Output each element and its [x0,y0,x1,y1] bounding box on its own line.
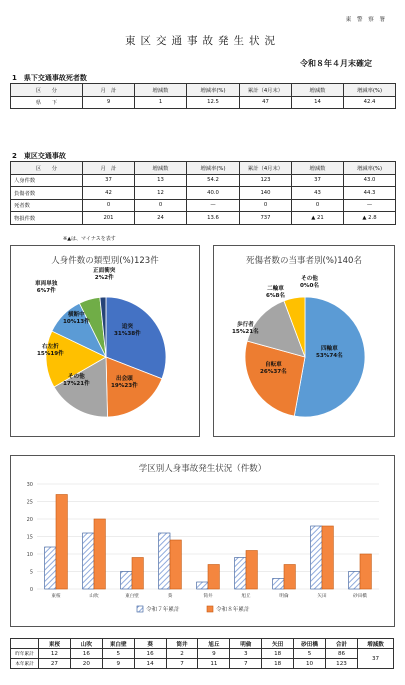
col-header: 増減数 [358,639,394,649]
table-cell: 42.4 [344,96,396,109]
table-cell: 12 [135,187,187,200]
table-cell: 27 [39,659,71,669]
pie-label: 歩行者 15%21名 [232,322,259,335]
table-cell: 11 [198,659,230,669]
bar-r8-山吹 [94,519,105,589]
table-cell: 24 [135,212,187,225]
pie-label: 二輪車 6%8名 [266,286,285,299]
y-tick-label: 0 [29,586,33,593]
table-cell: 0 [83,199,135,212]
col-header: 増減数 [135,162,187,175]
table-cell: 54.2 [187,174,240,187]
x-tick-label: 葵 [167,594,173,599]
y-tick-label: 15 [26,534,33,541]
pie-label: 追突 31%38件 [114,324,141,337]
casualty-party-pie-panel [213,245,395,437]
table-cell: 14 [134,659,166,669]
corner-cell [11,639,39,649]
row-label: 負傷者数 [11,187,83,200]
col-header: 累計（4月末） [240,162,292,175]
pie-label: その他 17%21件 [63,374,90,387]
accident-type-pie-panel [10,245,200,437]
col-header: 区 分 [11,162,83,175]
bar-r8-砂田橋 [360,554,371,589]
table-cell: 16 [134,649,166,659]
row-label: 本年累計 [11,659,39,669]
as-of-date: 令和８年４月末確定 [300,59,372,68]
bar-r7-砂田橋 [349,572,360,590]
table-cell: 18 [262,659,294,669]
bar-r7-明倫 [273,579,284,590]
col-header: 山吹 [70,639,102,649]
table-cell: 9 [198,649,230,659]
col-header: 増減率(%) [344,162,396,175]
pie-label: 車両単独 6%7件 [35,281,58,294]
col-header: 増減率(%) [187,162,240,175]
bar-r8-旭丘 [246,551,257,590]
table-row [11,659,394,669]
prefecture-fatality-table [10,83,396,109]
bar-r7-山吹 [83,533,94,589]
col-header: 月 計 [83,162,135,175]
bar-r8-葵 [170,540,181,589]
table-cell: 18 [262,649,294,659]
table-header-row [11,639,394,649]
row-label: 昨年累計 [11,649,39,659]
col-header: 旭丘 [198,639,230,649]
row-label: 人身件数 [11,174,83,187]
section1-heading: 1 県下交通事故死者数 [12,74,87,82]
minus-note: ※▲は、マイナスを表す [63,236,116,242]
table-cell: 0 [135,199,187,212]
table-cell: 9 [83,96,135,109]
pie-label: その他 0%0名 [300,276,319,289]
table-cell: 3 [230,649,262,659]
x-tick-label: 東白壁 [125,594,139,599]
table-cell: 5 [102,649,134,659]
col-header: 矢田 [262,639,294,649]
col-header: 東桜 [39,639,71,649]
table-cell: 43 [292,187,344,200]
table-cell: 0 [240,199,292,212]
table-cell: 37 [83,174,135,187]
table-cell: — [187,199,240,212]
pie-label: 出会頭 19%23件 [111,376,138,389]
table-header-row [11,84,396,97]
x-tick-label: 東桜 [51,594,61,599]
bar-r8-矢田 [322,526,333,589]
legend-label: 令和８年累計 [216,607,250,613]
y-tick-label: 5 [29,569,33,576]
bar-r7-東白壁 [121,572,132,590]
col-header: 砂田橋 [294,639,326,649]
table-cell: 86 [326,649,358,659]
col-header: 月 計 [83,84,135,97]
bar-r7-筒井 [197,582,208,589]
bar-r8-東白壁 [132,558,143,590]
table-cell: 13.6 [187,212,240,225]
col-header: 明倫 [230,639,262,649]
police-station-name: 東 警 察 署 [345,17,387,23]
pie-label: 横断中 10%13件 [63,312,90,325]
table-cell: 12 [39,649,71,659]
district-bar-chart [11,456,396,628]
table-cell: 1 [135,96,187,109]
page-title: 東区交通事故発生状況 [125,35,280,47]
bar-chart-title: 学区別人身事故発生状況（件数） [138,464,267,474]
col-header: 増減数 [292,162,344,175]
col-header: 区 分 [11,84,83,97]
table-cell: 37 [292,174,344,187]
diff-cell: 37 [358,649,394,669]
row-label: 県 下 [11,96,83,109]
x-tick-label: 旭丘 [241,594,251,599]
table-cell: 2 [166,649,198,659]
table-cell: — [344,199,396,212]
table-row [11,174,396,187]
y-tick-label: 30 [26,481,33,488]
table-cell: 16 [70,649,102,659]
x-tick-label: 砂田橋 [353,594,367,599]
table-cell: 140 [240,187,292,200]
pie2-title: 死傷者数の当事者別(%)140名 [246,256,362,266]
table-cell: 47 [240,96,292,109]
col-header: 合計 [326,639,358,649]
legend-swatch [137,606,143,612]
col-header: 増減数 [135,84,187,97]
row-label: 死者数 [11,199,83,212]
table-header-row [11,162,396,175]
row-label: 物損件数 [11,212,83,225]
table-cell: 123 [240,174,292,187]
table-cell: 12.5 [187,96,240,109]
col-header: 葵 [134,639,166,649]
legend-label: 令和７年累計 [146,607,180,613]
table-row [11,96,396,109]
table-cell: ▲ 2.8 [344,212,396,225]
table-cell: 10 [294,659,326,669]
y-tick-label: 10 [26,551,33,558]
bar-r7-東桜 [45,547,56,589]
pie-label: 正面衝突 2%2件 [93,268,116,281]
x-tick-label: 山吹 [89,594,99,599]
table-cell: 7 [166,659,198,669]
pie-label: 四輪車 53%74名 [316,346,343,359]
col-header: 筒井 [166,639,198,649]
col-header: 増減率(%) [344,84,396,97]
col-header: 増減率(%) [187,84,240,97]
x-tick-label: 矢田 [317,594,327,599]
table-cell: 5 [294,649,326,659]
bar-r8-明倫 [284,565,295,590]
col-header: 累計（4月末） [240,84,292,97]
table-cell: 42 [83,187,135,200]
table-row [11,187,396,200]
table-cell: 44.3 [344,187,396,200]
east-ward-accident-table [10,161,396,225]
bar-r8-筒井 [208,565,219,590]
bar-r8-東桜 [56,495,67,590]
table-cell: 7 [230,659,262,669]
casualty-party-pie-chart [214,246,396,438]
x-tick-label: 明倫 [279,594,289,599]
table-cell: ▲ 21 [292,212,344,225]
table-cell: 123 [326,659,358,669]
table-row [11,649,394,659]
y-tick-label: 25 [26,499,33,506]
table-cell: 201 [83,212,135,225]
table-cell: 43.0 [344,174,396,187]
bar-r7-矢田 [311,526,322,589]
table-cell: 0 [292,199,344,212]
table-cell: 9 [102,659,134,669]
x-tick-label: 筒井 [203,594,213,599]
table-cell: 14 [292,96,344,109]
district-totals-table [10,638,394,669]
table-cell: 20 [70,659,102,669]
pie-label: 自転車 26%37名 [260,362,287,375]
section2-heading: 2 東区交通事故 [12,152,66,160]
table-row [11,199,396,212]
y-tick-label: 20 [26,516,33,523]
col-header: 増減数 [292,84,344,97]
pie1-title: 人身件数の類型別(%)123件 [51,256,159,266]
district-bar-chart-panel [10,455,395,627]
bar-r7-旭丘 [235,558,246,590]
table-cell: 40.0 [187,187,240,200]
bar-r7-葵 [159,533,170,589]
table-row [11,212,396,225]
pie-label: 右左折 15%19件 [37,344,64,357]
table-cell: 13 [135,174,187,187]
legend-swatch [207,606,213,612]
table-cell: 737 [240,212,292,225]
col-header: 東白壁 [102,639,134,649]
